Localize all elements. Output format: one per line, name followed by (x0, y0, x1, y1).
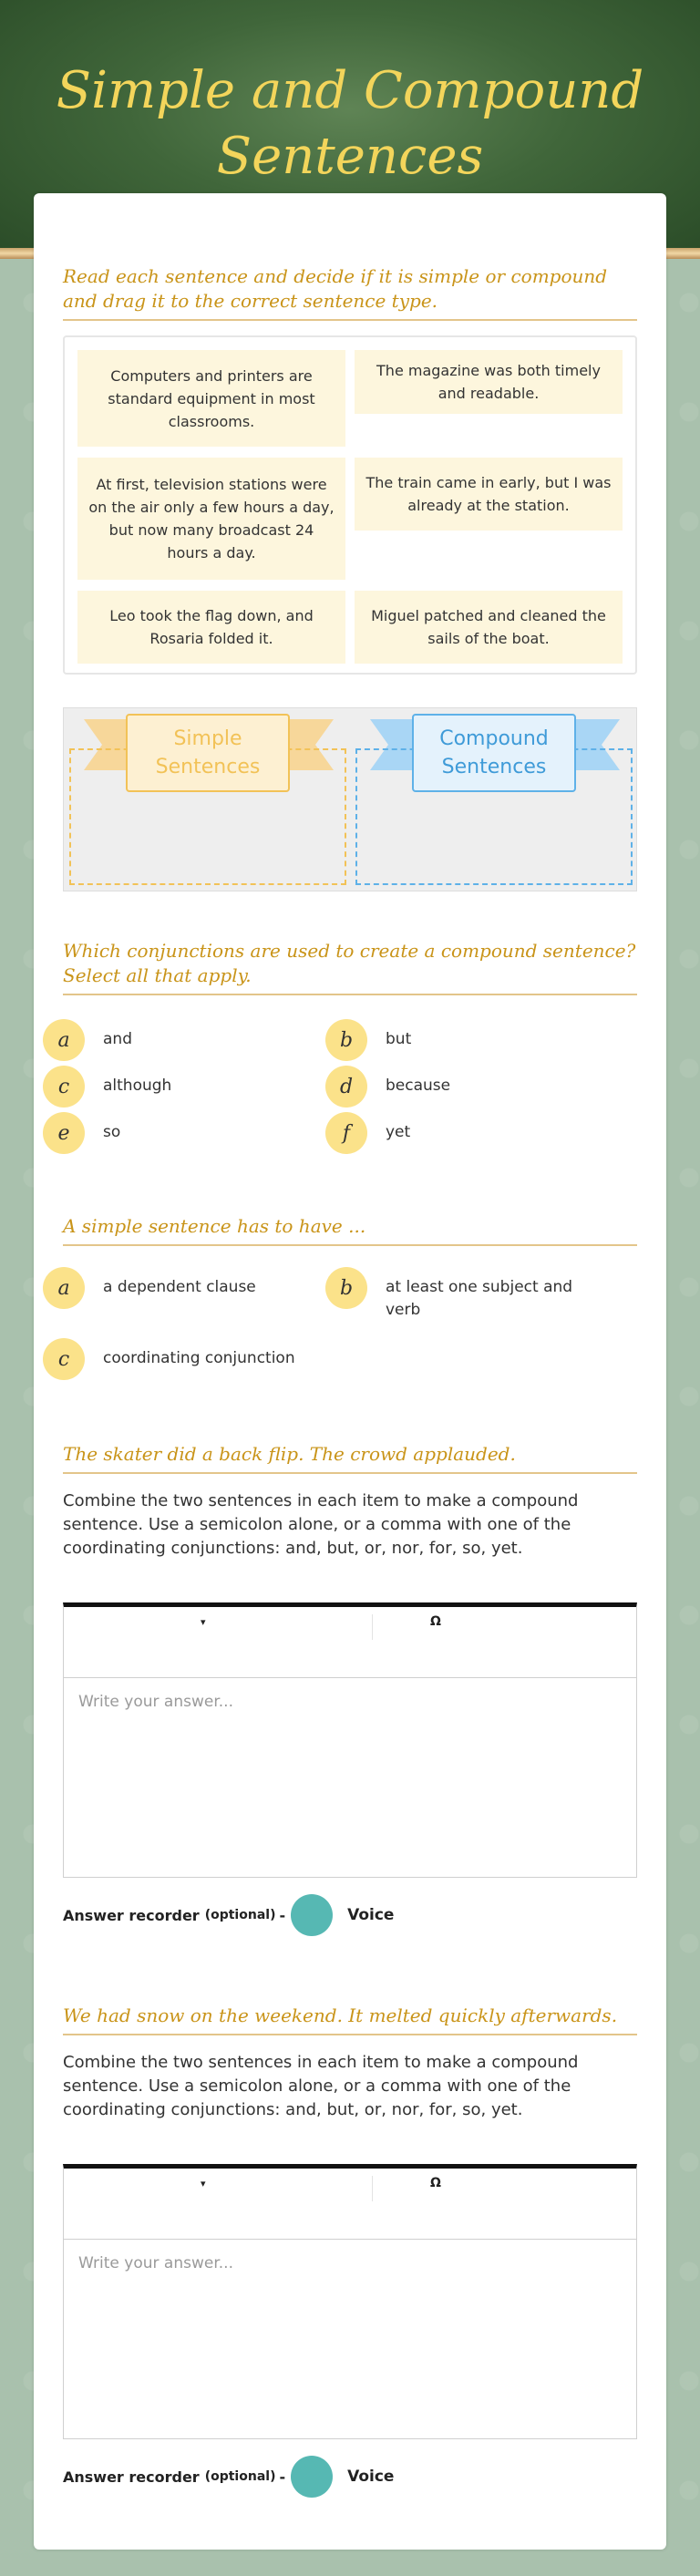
drag-item-2[interactable]: The magazine was both timely and readable. (355, 350, 623, 414)
title-line-2: Sentences (216, 127, 484, 186)
question-3-title: A simple sentence has to have ... (63, 1214, 637, 1246)
option-letter-circle: d (325, 1066, 367, 1108)
option-text: because (386, 1077, 451, 1095)
simple-bin-label: Simple Sentences (126, 714, 290, 792)
answer-editor-1 (63, 1602, 637, 1878)
option-text: so (103, 1123, 121, 1141)
option-letter-circle: b (325, 1267, 367, 1309)
record-voice-button[interactable] (291, 1894, 333, 1936)
worksheet-card (34, 193, 666, 2550)
recorder-optional: (optional) (204, 1908, 276, 1922)
special-characters-omega-icon[interactable]: Ω (430, 2176, 441, 2190)
option-letter-circle: c (43, 1066, 85, 1108)
special-characters-omega-icon[interactable]: Ω (430, 1614, 441, 1629)
recorder-dash: - (279, 2468, 286, 2486)
q3-option-c[interactable] (43, 1338, 304, 1380)
toolbar-divider (372, 2176, 373, 2201)
option-letter-circle: b (325, 1019, 367, 1061)
title-line-1: Simple and Compound (56, 61, 644, 120)
record-voice-button[interactable] (291, 2456, 333, 2498)
q2-option-b[interactable] (325, 1019, 586, 1061)
option-letter-circle: a (43, 1267, 85, 1309)
q2-option-e[interactable] (43, 1112, 304, 1154)
option-text: yet (386, 1123, 411, 1141)
q3-option-a[interactable] (43, 1267, 304, 1309)
question-4-title: The skater did a back flip. The crowd applauded. (63, 1442, 637, 1474)
q2-option-a[interactable] (43, 1019, 304, 1061)
drag-item-1[interactable]: Computers and printers are standard equipment in most classrooms. (77, 350, 345, 447)
option-text: at least one subject and verb (386, 1278, 573, 1319)
drag-item-6[interactable]: Miguel patched and cleaned the sails of the boat. (355, 591, 623, 664)
question-5-instructions: Combine the two sentences in each item to make a compound sentence. Use a semicolon alone, or a comma with one of the coordinating conjunctions: and, but, or, nor, for, so, yet. (63, 2053, 579, 2119)
recorder-dash: - (279, 1906, 286, 1924)
answer-editor-2 (63, 2164, 637, 2439)
drag-item-4[interactable]: The train came in early, but I was already at the station. (355, 458, 623, 531)
compound-bin-label: Compound Sentences (412, 714, 576, 792)
draggable-items-area (63, 335, 637, 675)
q3-option-b[interactable] (325, 1267, 586, 1322)
format-dropdown-caret-icon[interactable]: ▾ (201, 2178, 206, 2190)
recorder-voice-label: Voice (347, 2468, 395, 2486)
option-letter-circle: f (325, 1112, 367, 1154)
editor-toolbar (64, 2169, 636, 2240)
question-1-title: Read each sentence and decide if it is simple or compound and drag it to the correct sentence type. (63, 264, 637, 321)
q2-option-f[interactable] (325, 1112, 586, 1154)
recorder-label: Answer recorder (63, 2468, 200, 2486)
drop-bins-area (63, 707, 637, 891)
answer-recorder-2 (63, 2456, 394, 2498)
format-dropdown-caret-icon[interactable]: ▾ (201, 1616, 206, 1628)
recorder-label: Answer recorder (63, 1906, 200, 1924)
editor-toolbar (64, 1607, 636, 1678)
recorder-voice-label: Voice (347, 1906, 395, 1924)
q2-option-c[interactable] (43, 1066, 304, 1108)
question-2-title: Which conjunctions are used to create a compound sentence? Select all that apply. (63, 939, 637, 995)
question-4-instructions: Combine the two sentences in each item to make a compound sentence. Use a semicolon alone, or a comma with one of the coordinating conjunctions: and, but, or, nor, for, so, yet. (63, 1491, 579, 1558)
toolbar-divider (372, 1614, 373, 1640)
option-text: but (386, 1030, 412, 1048)
q2-option-d[interactable] (325, 1066, 586, 1108)
option-text: although (103, 1077, 172, 1095)
option-letter-circle: c (43, 1338, 85, 1380)
drag-item-3[interactable]: At first, television stations were on the air only a few hours a day, but now many broadcast 24 hours a day. (77, 458, 345, 580)
worksheet-title (0, 58, 700, 190)
question-5-title: We had snow on the weekend. It melted quickly afterwards. (63, 2004, 637, 2035)
option-letter-circle: e (43, 1112, 85, 1154)
option-text: a dependent clause (103, 1278, 256, 1296)
option-letter-circle: a (43, 1019, 85, 1061)
recorder-optional: (optional) (204, 2469, 276, 2484)
option-text: coordinating conjunction (103, 1349, 295, 1367)
answer-input-2[interactable]: Write your answer... (78, 2254, 233, 2272)
drag-item-5[interactable]: Leo took the flag down, and Rosaria folded it. (77, 591, 345, 664)
answer-recorder-1 (63, 1894, 394, 1936)
option-text: and (103, 1030, 132, 1048)
answer-input-1[interactable]: Write your answer... (78, 1693, 233, 1711)
